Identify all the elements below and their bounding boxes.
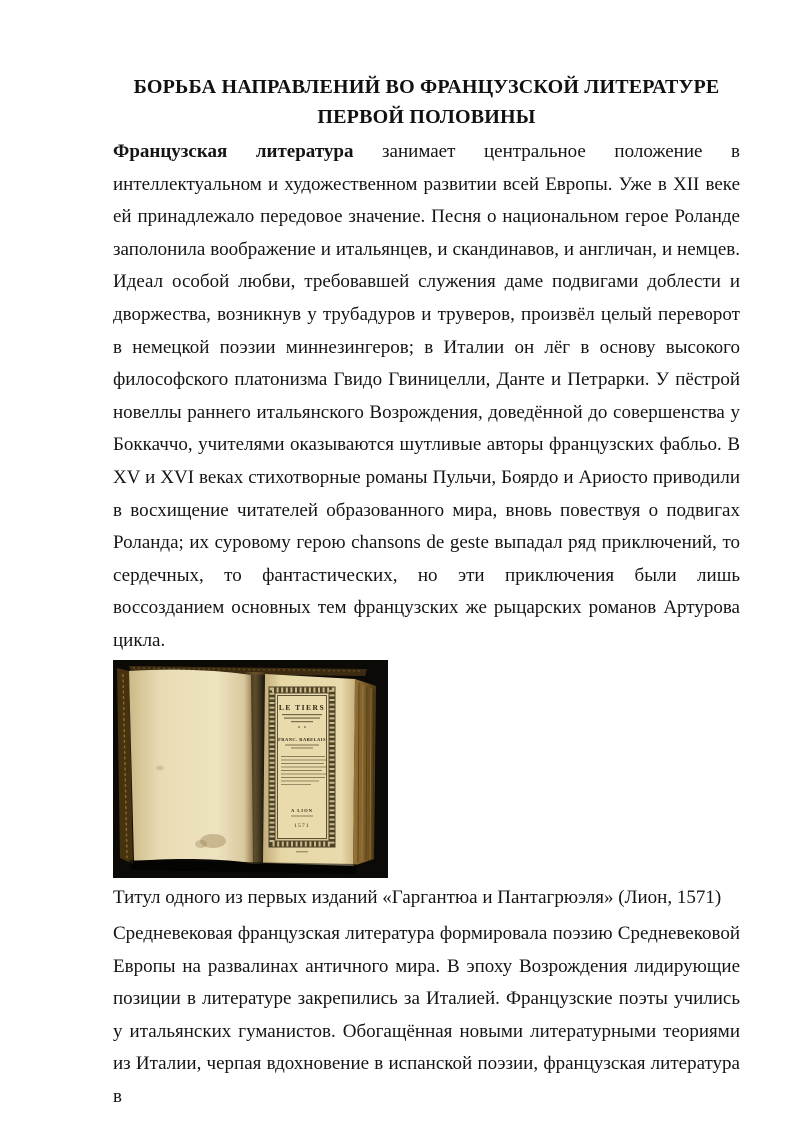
- paragraph-1-body: занимает центральное положение в интеллектуальном и художественном развитии всей Европы. Уже в XII веке ей принадлежало передовое значение. Песня о национальном герое Роланде заполонила воображение и итальянцев, и скандинавов, и англичан, и немцев. Идеал особой любви, требовавшей служения даме подвигами доблести и дворжества, возникнув у трубадуров и труверов, произвёл целый переворот в немецкой поэзии миннезингеров; в Италии он лёг в основу высокого философского платонизма Гвидо Гвиницелли, Данте и Петрарки. У пёстрой новеллы раннего итальянского Возрождения, доведённой до совершенства у Боккаччо, учителями оказываются шутливые авторы французских фабльо. В XV и XVI веках стихотворные романы Пульчи, Боярдо и Ариосто приводили в восхищение читателей образованного мира, вновь повествуя о подвигах Роланда; их суровому герою chansons de geste выпадал ряд приключений, то сердечных, то фантастических, но эти приключения были лишь воссозданием основных тем французских же рыцарских романов Артурова цикла.: [113, 141, 740, 651]
- book-photo-figure: [113, 660, 740, 878]
- plate-year-text: 1571: [294, 822, 310, 829]
- plate-author-text: FRANC. RABELAIS: [278, 736, 326, 742]
- text-column: [113, 72, 740, 1114]
- paragraph-2: Средневековая французская литература формировала поэзию Средневековой Европы на развалинах античного мира. В эпоху Возрождения лидирующие позиции в литературе закрепились за Италией. Французские поэты учились у итальянских гуманистов. Обогащённая новыми литературными теориями из Италии, черпая вдохновение в испанской поэзии, французская литература в: [113, 923, 740, 1108]
- plate-colophon-mark: [296, 851, 308, 852]
- plate-line: [282, 714, 322, 715]
- plate-line: [291, 815, 313, 816]
- book-fore-edge: [353, 679, 376, 866]
- plate-line: [285, 744, 319, 745]
- document-title-line1: БОРЬБА НАПРАВЛЕНИЙ ВО ФРАНЦУЗСКОЙ ЛИТЕРАТУРЕ: [133, 76, 720, 98]
- image-caption: Титул одного из первых изданий «Гаргантюа и Пантагрюэля» (Лион, 1571): [113, 886, 722, 908]
- page-fleck: [156, 765, 164, 770]
- book-photo: [113, 660, 388, 878]
- paragraph-1-lead: Французская литература: [113, 141, 354, 162]
- plate-dot: [298, 726, 300, 728]
- book-gutter-shadow: [244, 672, 266, 864]
- document-title: [113, 72, 740, 132]
- document-title-line2: ПЕРВОЙ ПОЛОВИНЫ: [317, 106, 536, 128]
- book-left-page: [129, 669, 253, 862]
- paragraph-1: [113, 136, 740, 658]
- plate-line: [291, 747, 313, 748]
- plate-line: [291, 721, 313, 722]
- page-stain-small: [195, 840, 207, 848]
- plate-line: [284, 717, 320, 718]
- plate-place-text: A LION: [291, 807, 313, 813]
- plate-title-text: LE TIERS: [278, 702, 326, 712]
- plate-dot: [304, 726, 306, 728]
